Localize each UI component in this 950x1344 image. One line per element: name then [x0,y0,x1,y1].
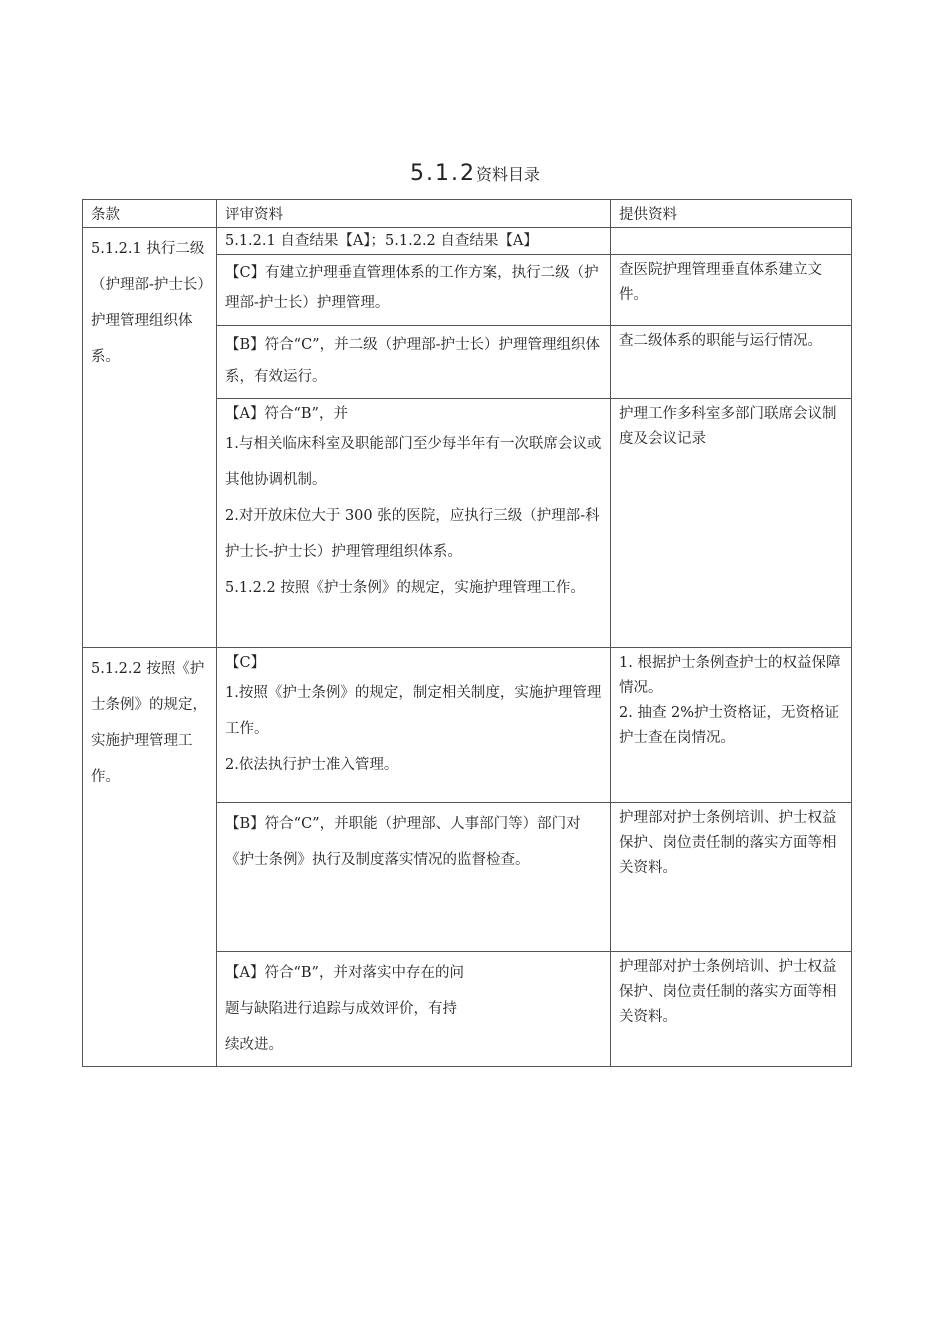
clause-cell: 5.1.2.2 按照《护士条例》的规定，实施护理管理工作。 [83,648,217,1067]
provided-cell [611,255,852,326]
requirement-cell [217,648,611,803]
requirement-text: 【B】符合“C”，并二级（护理部-护士长）护理管理组织体系，有效运行。 [225,337,600,385]
provided-text: 护理部对护士条例培训、护士权益保护、岗位责任制的落实方面等相关资料。 [619,810,837,876]
requirement-text: 2.依法执行护士准入管理。 [225,757,399,773]
provided-cell [611,326,852,399]
requirement-text: 【A】符合“B”，并对落实中存在的问 [225,965,464,981]
provided-text: 查医院护理管理垂直体系建立文件。 [619,262,822,303]
requirement-text: 续改进。 [225,1037,283,1053]
requirement-text: 【B】符合“C”，并职能（护理部、人事部门等）部门对《护士条例》执行及制度落实情况的监督检查。 [225,816,581,868]
provided-text: 护理工作多科室多部门联席会议制度及会议记录 [619,406,837,447]
clause-cell: 5.1.2.1 执行二级（护理部-护士长）护理管理组织体系。 [83,228,217,648]
header-row [83,200,852,228]
requirement-text: 【C】有建立护理垂直管理体系的工作方案，执行二级（护理部-护士长）护理管理。 [225,265,599,311]
title-text: 资料目录 [475,165,540,184]
provided-cell [611,952,852,1067]
provided-cell [611,803,852,952]
header-provided: 提供资料 [611,200,852,228]
requirement-text: 题与缺陷进行追踪与成效评价，有持 [225,1001,457,1017]
header-review: 评审资料 [217,200,611,228]
requirement-text: 1.与相关临床科室及职能部门至少每半年有一次联席会议或其他协调机制。 [225,436,602,488]
requirement-cell [217,326,611,399]
header-clause: 条款 [83,200,217,228]
requirement-cell [217,255,611,326]
requirement-cell [217,952,611,1067]
requirement-text: 【A】符合“B”，并 [225,406,348,422]
materials-table [82,199,852,1067]
provided-cell-empty [611,228,852,255]
provided-text: 查二级体系的职能与运行情况。 [619,333,822,349]
table-row [83,228,852,255]
provided-text: 护理部对护士条例培训、护士权益保护、岗位责任制的落实方面等相关资料。 [619,959,837,1025]
requirement-text: 5.1.2.2 按照《护士条例》的规定，实施护理管理工作。 [225,580,585,596]
title-number: 5.1.2 [410,161,476,186]
provided-text: 2. 抽查 2%护士资格证，无资格证护士查在岗情况。 [619,705,840,746]
requirement-cell [217,803,611,952]
requirement-text: 1.按照《护士条例》的规定，制定相关制度，实施护理管理工作。 [225,685,602,737]
selfcheck-cell: 5.1.2.1 自查结果【A】；5.1.2.2 自查结果【A】 [217,228,611,255]
provided-cell [611,648,852,803]
requirement-cell [217,399,611,648]
requirement-text: 【C】 [225,655,266,671]
provided-text: 1. 根据护士条例查护士的权益保障情况。 [619,655,841,696]
provided-cell [611,399,852,648]
page-title [0,161,950,186]
table-row [83,648,852,803]
requirement-text: 2.对开放床位大于 300 张的医院，应执行三级（护理部-科护士长-护士长）护理管理组织体系。 [225,508,600,560]
